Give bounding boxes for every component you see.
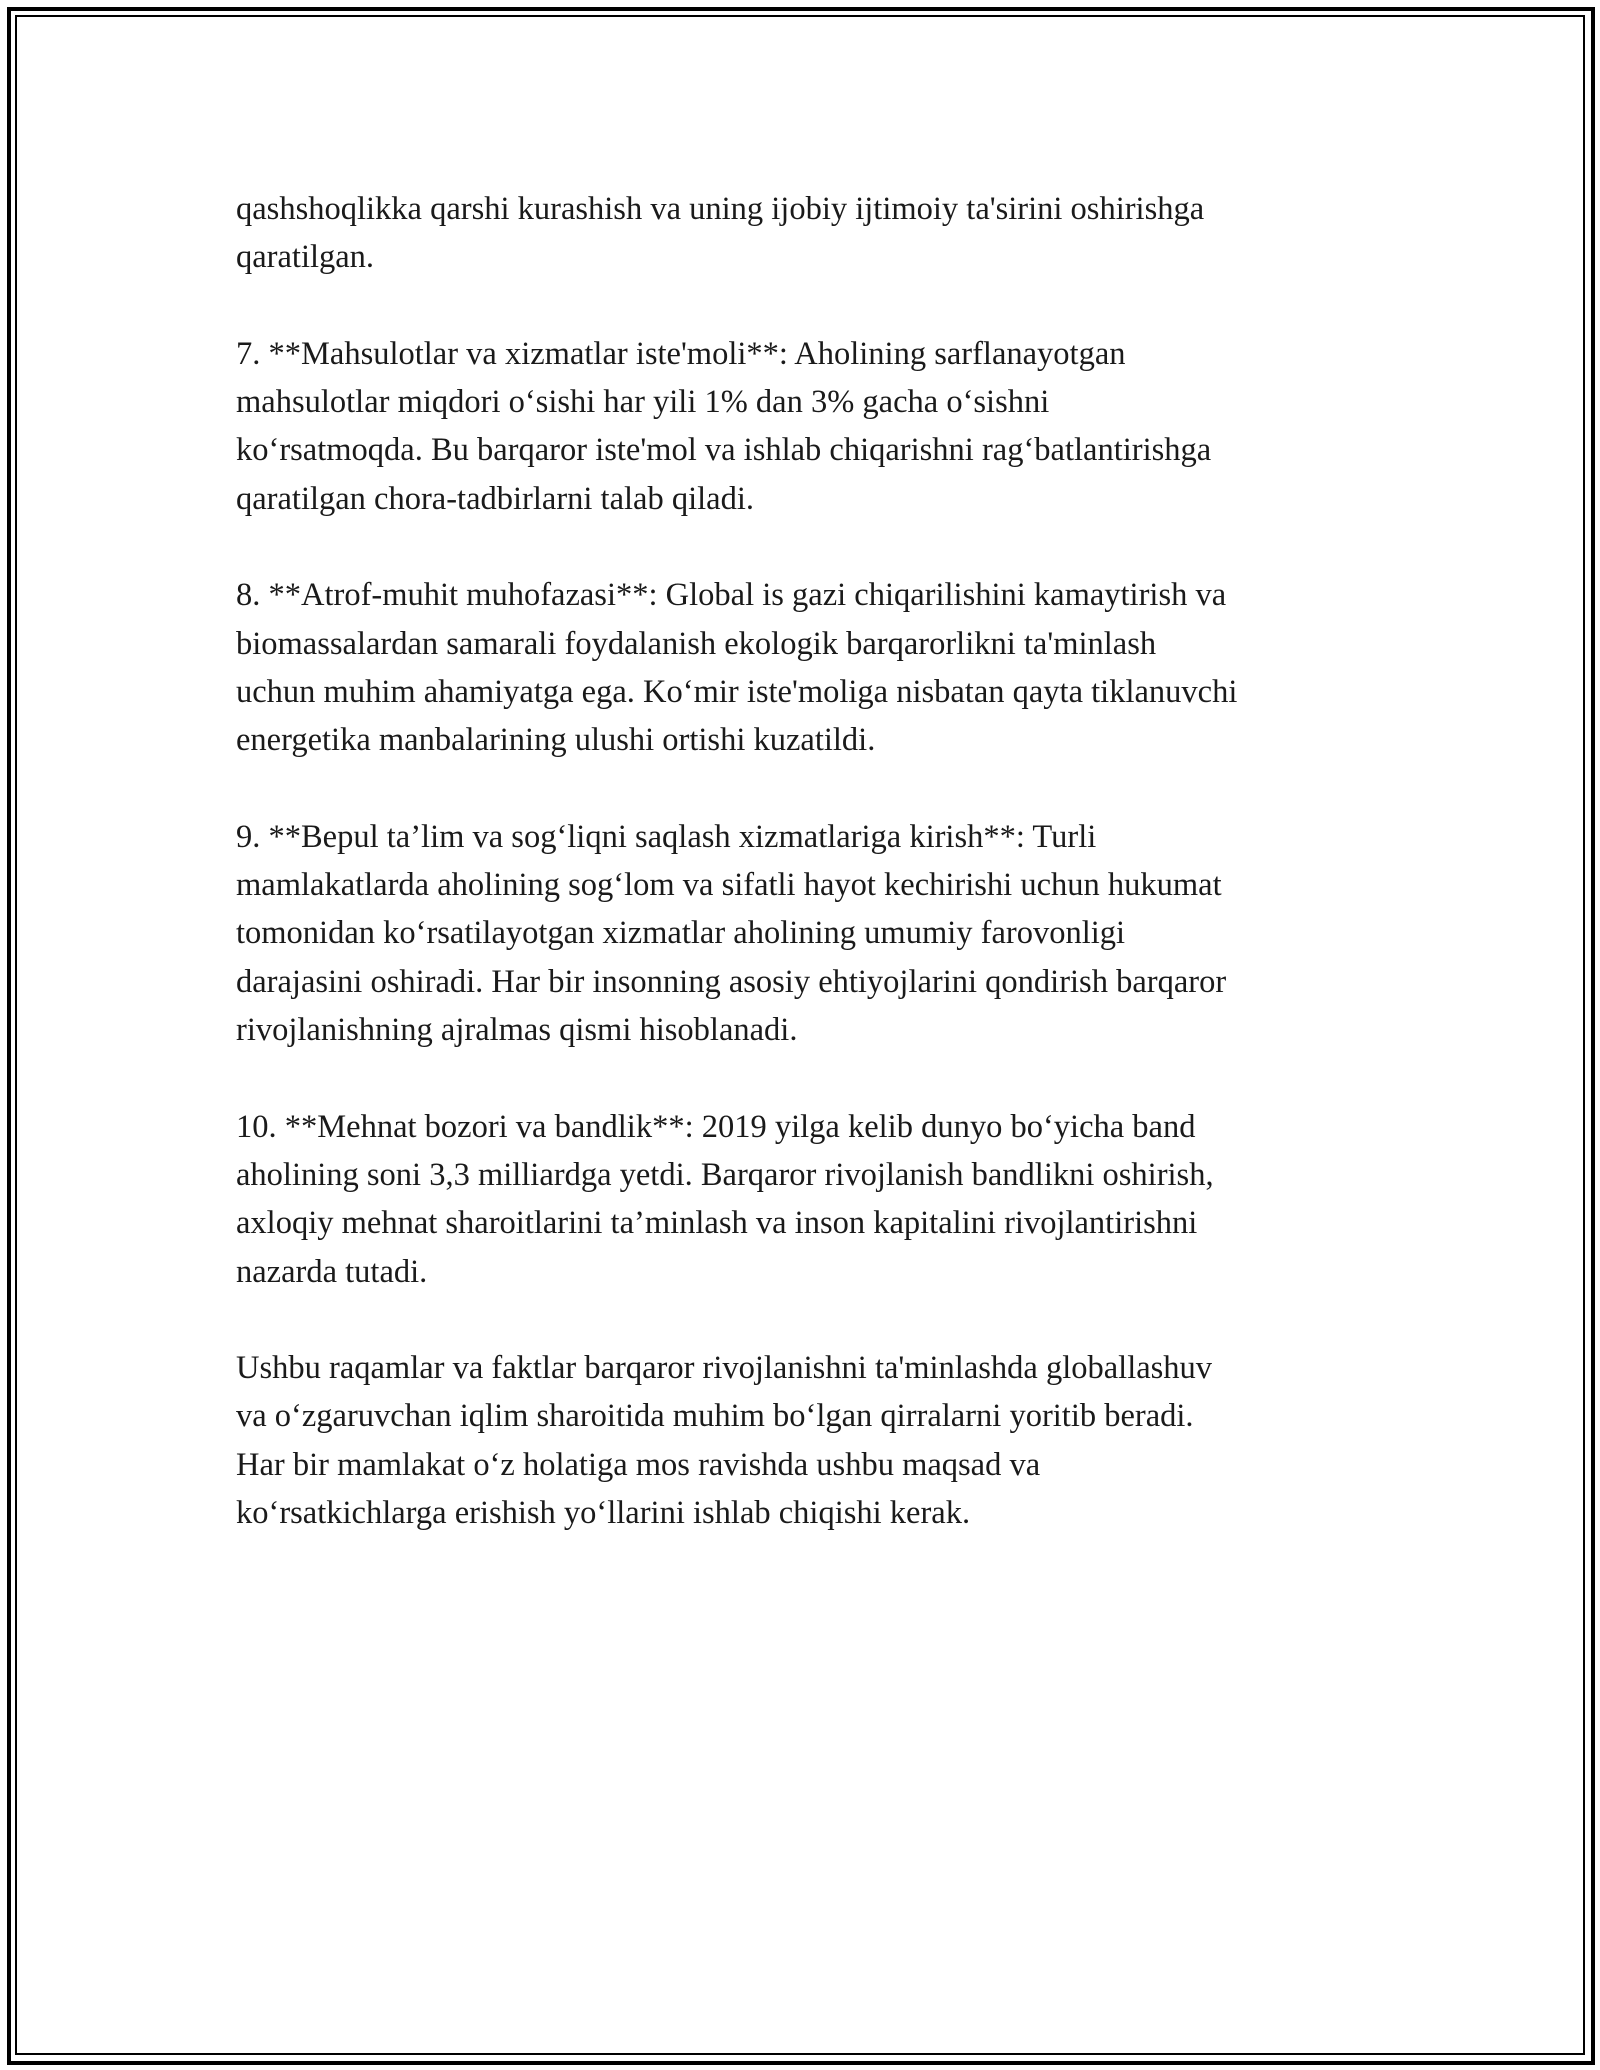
paragraph-item-7: 7. **Mahsulotlar va xizmatlar iste'moli**: Aholining sarflanayotgan mahsulotlar miqdori o‘sishi har yili 1% dan 3% gacha o‘sishni ko‘rsatmoqda. Bu barqaror iste'mol va ishlab chiqarishni rag‘batlantirishga qaratilgan chora-tadbirlarni talab qiladi. [236,335,1212,517]
paragraph-item-10: 10. **Mehnat bozori va bandlik**: 2019 yilga kelib dunyo bo‘yicha band aholining soni 3,3 milliardga yetdi. Barqaror rivojlanish bandlikni oshirish, axloqiy mehnat sharoitlarini ta’minlash va inson kapitalini rivojlantirishni nazarda tutadi. [236,1108,1214,1290]
document-body [236,185,1386,1586]
paragraph-continuation: qashshoqlikka qarshi kurashish va uning ijobiy ijtimoiy ta'sirini oshirishga qaratilgan. [236,191,1205,276]
paragraph-item-9: 9. **Bepul ta’lim va sog‘liqni saqlash xizmatlariga kirish**: Turli mamlakatlarda aholining sog‘lom va sifatli hayot kechirishi uchun hukumat tomonidan ko‘rsatilayotgan xizmatlar aholining umumiy farovonligi darajasini oshiradi. Har bir insonning asosiy ehtiyojlarini qondirish barqaror rivojlanishning ajralmas qismi hisoblanadi. [236,818,1227,1049]
paragraph-item-8: 8. **Atrof-muhit muhofazasi**: Global is gazi chiqarilishini kamaytirish va biomassalardan samarali foydalanish ekologik barqarorlikni ta'minlash uchun muhim ahamiyatga ega. Ko‘mir iste'moliga nisbatan qayta tiklanuvchi energetika manbalarining ulushi ortishi kuzatildi. [236,577,1238,759]
paragraph-conclusion: Ushbu raqamlar va faktlar barqaror rivojlanishni ta'minlashda globallashuv va o‘zgaruvchan iqlim sharoitida muhim bo‘lgan qirralarni yoritib beradi. Har bir mamlakat o‘z holatiga mos ravishda ushbu maqsad va ko‘rsatkichlarga erishish yo‘llarini ishlab chiqishi kerak. [236,1350,1213,1532]
